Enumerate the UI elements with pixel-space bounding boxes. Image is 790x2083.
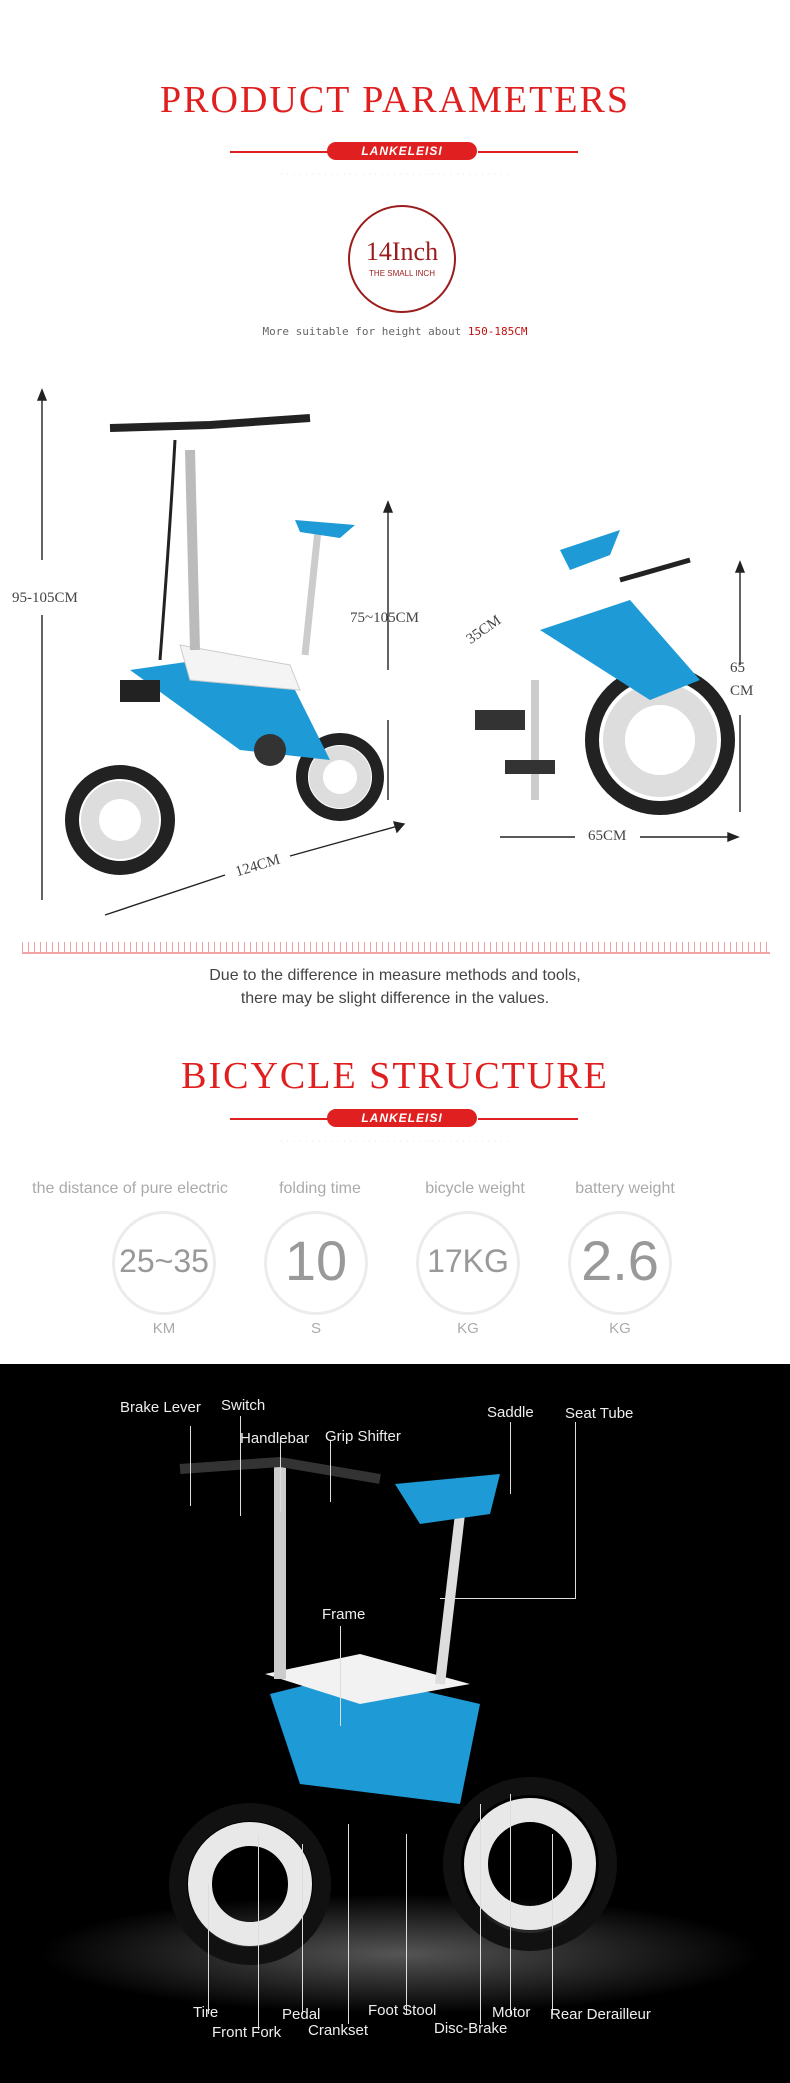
dim-folded-height-num: 65 (730, 660, 745, 676)
line-seat-tube-v (575, 1422, 576, 1598)
structure-underline-left (230, 1118, 330, 1120)
label-pedal: Pedal (282, 2006, 321, 2023)
line-crankset (348, 1824, 349, 2024)
bike-dimensions-diagram (0, 380, 790, 940)
line-pedal (302, 1844, 303, 2014)
label-motor: Motor (492, 2004, 531, 2021)
line-grip-shifter (330, 1440, 331, 1502)
dim-folded-height-unit: CM (730, 683, 754, 699)
height-note (0, 325, 790, 338)
stat-value-battery: 2.6 (581, 1229, 659, 1292)
brand-badge-2: LANKELEISI (327, 1109, 477, 1127)
height-value: 150-185CM (467, 325, 528, 338)
dim-seat-height: 75~105CM (350, 610, 419, 626)
measure-note-line2: there may be slight difference in the values. (240, 990, 550, 1007)
dim-folded-width: 35CM (463, 612, 505, 648)
label-brake-lever: Brake Lever (120, 1399, 201, 1416)
label-disc-brake: Disc-Brake (434, 2020, 508, 2037)
line-front-fork (258, 1834, 259, 2030)
measure-note (0, 964, 790, 1010)
label-grip-shifter: Grip Shifter (325, 1428, 401, 1445)
structure-bike-illustration (0, 1364, 790, 2083)
stat-value-distance: 25~35 (119, 1243, 209, 1279)
stat-unit-battery: KG (609, 1320, 631, 1337)
label-handlebar: Handlebar (240, 1430, 310, 1447)
stat-label-distance: the distance of pure electric (32, 1180, 228, 1197)
label-frame: Frame (322, 1606, 366, 1623)
line-tire (208, 1884, 209, 2014)
size-sub: THE SMALL INCH (369, 269, 435, 278)
line-brake-lever (190, 1426, 191, 1506)
line-foot-stool (406, 1834, 407, 2014)
line-rear-derailleur (552, 1834, 553, 2014)
title-underline-left (230, 151, 330, 153)
line-motor (510, 1794, 511, 2014)
label-rear-derailleur: Rear Derailleur (550, 2006, 651, 2023)
dim-length: 124CM (233, 851, 283, 881)
section-title-parameters: PRODUCT PARAMETERS (160, 79, 630, 121)
dim-height: 95-105CM (12, 590, 78, 606)
label-seat-tube: Seat Tube (565, 1405, 634, 1422)
section-title-structure: BICYCLE STRUCTURE (181, 1055, 609, 1097)
measure-note-line1: Due to the difference in measure methods and tools, (209, 967, 581, 984)
line-handlebar (280, 1440, 281, 1512)
label-switch: Switch (221, 1397, 266, 1414)
structure-underline-right (478, 1118, 578, 1120)
stat-unit-distance: KM (152, 1320, 176, 1337)
brand-badge: LANKELEISI (327, 142, 477, 160)
faint-divider-text: · · · · · · · · · · · · · · · · · · · · · · · · · · · · · · · · · · · · · (280, 171, 510, 178)
size-main: 14Inch (365, 237, 439, 266)
faint-divider-text-2: · · · · · · · · · · · · · · · · · · · · · · · · · · · · · · · · · · · · · (280, 1138, 510, 1145)
label-front-fork: Front Fork (212, 2024, 282, 2041)
stat-unit-weight: KG (457, 1320, 479, 1337)
line-saddle (510, 1422, 511, 1494)
stat-label-folding: folding time (279, 1180, 361, 1197)
stat-unit-folding: S (310, 1320, 321, 1337)
ruler-line (22, 952, 770, 954)
label-saddle: Saddle (487, 1404, 534, 1421)
title-underline-right (478, 151, 578, 153)
label-crankset: Crankset (308, 2022, 369, 2039)
stat-value-weight: 17KG (427, 1243, 509, 1279)
stat-label-battery: battery weight (575, 1180, 675, 1197)
height-text: More suitable for height about (262, 325, 462, 338)
structure-photo-panel (0, 1364, 790, 2083)
line-frame (340, 1626, 341, 1726)
stat-value-folding: 10 (284, 1229, 348, 1292)
label-tire: Tire (193, 2004, 219, 2021)
stat-label-weight: bicycle weight (425, 1180, 525, 1197)
line-seat-tube-h (440, 1598, 576, 1599)
dim-folded-length: 65CM (588, 828, 627, 844)
line-disc-brake (480, 1804, 481, 2024)
label-foot-stool: Foot Stool (368, 2002, 437, 2019)
